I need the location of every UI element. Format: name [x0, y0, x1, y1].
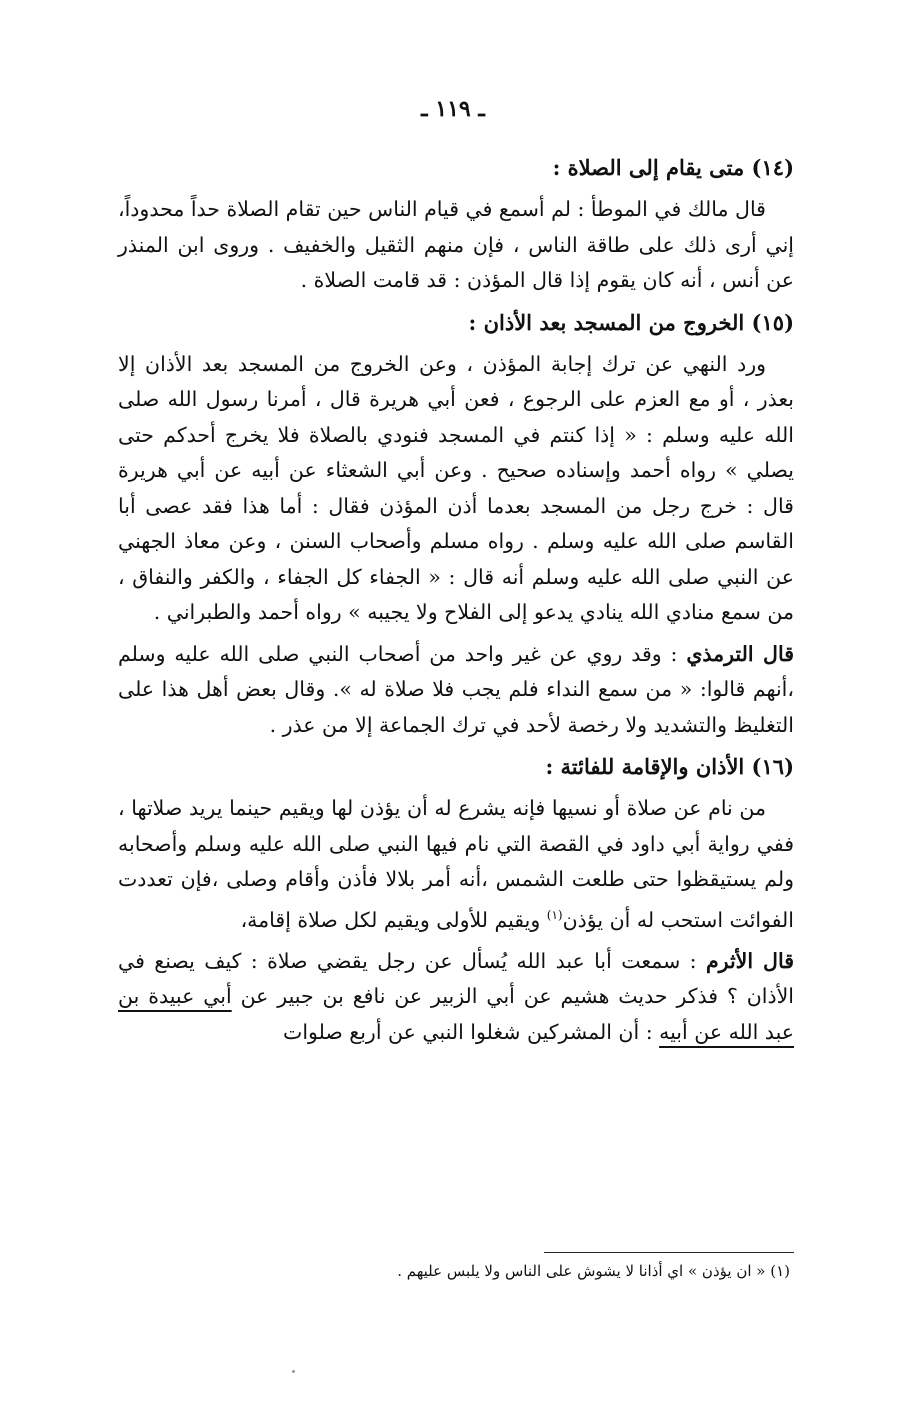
athram-tail: : أن المشركين شغلوا النبي عن أربع صلوات	[283, 1019, 660, 1044]
section-16-paragraph-2	[118, 944, 794, 1051]
tirmidhi-lead: قال الترمذي	[686, 641, 794, 666]
footnote-divider	[544, 1252, 794, 1253]
section-14-title: (١٤) متى يقام إلى الصلاة :	[552, 155, 794, 180]
page-number: ـ ١١٩ ـ	[421, 96, 485, 122]
section-16-text-end: ويقيم للأولى ويقيم لكل صلاة إقامة،	[240, 907, 547, 932]
footnote: (١) « ان يؤذن » اي أذانا لا يشوش على الناس ولا يلبس عليهم .	[397, 1262, 790, 1280]
section-14-paragraph: قال مالك في الموطأ : لم أسمع في قيام الناس حين تقام الصلاة حداً محدوداً، إني أرى ذلك على طاقة الناس ، فإن منهم الثقيل والخفيف . وروى ابن المنذر عن أنس ، أنه كان يقوم إذا قال المؤذن : قد قامت الصلاة .	[117, 197, 794, 292]
section-16-text: من نام عن صلاة أو نسيها فإنه يشرع له أن يؤذن لها ويقيم حينما يريد صلاتها ، ففي رواية أبي داود في القصة التي نام فيها النبي صلى الله عليه وسلم وأصحابه ولم يستيقظوا حتى طلعت الشمس ،أنه أمر بلالا فأذن وأقام وصلى ،فإن تعددت الفوائت استحب له أن يؤذن	[118, 796, 794, 932]
underlined-isnad: أبي عبيدة بن عبد الله عن أبيه	[118, 984, 794, 1044]
section-15-paragraph-1: ورد النهي عن ترك إجابة المؤذن ، وعن الخروج من المسجد بعد الأذان إلا بعذر ، أو مع العزم على الرجوع ، فعن أبي هريرة قال ، أمرنا رسول الله صلى الله عليه وسلم : « إذا كنتم في المسجد فنودي بالصلاة فلا يخرج أحدكم حتى يصلي » رواه أحمد وإسناده صحيح . وعن أبي الشعثاء عن أبيه عن أبي هريرة قال : خرج رجل من المسجد بعدما أذن المؤذن فقال : أما هذا فقد عصى أبا القاسم صلى الله عليه وسلم . رواه مسلم وأصحاب السنن ، وعن معاذ الجهني عن النبي صلى الله عليه وسلم أنه قال : « الجفاء كل الجفاء ، والكفر والنفاق ، من سمع منادي الله ينادي يدعو إلى الفلاح ولا يجيبه » رواه أحمد والطبراني .	[118, 351, 794, 624]
footnote-ref: (١)	[546, 907, 563, 922]
section-16-title: (١٦) الأذان والإقامة للفائتة :	[545, 754, 794, 779]
page-body	[118, 150, 794, 1056]
section-16-paragraph-1	[118, 791, 794, 938]
scan-speck	[292, 1370, 295, 1373]
section-15-paragraph-2	[118, 637, 794, 744]
section-15-title: (١٥) الخروج من المسجد بعد الأذان :	[468, 309, 794, 335]
athram-text: : سمعت أبا عبد الله يُسأل عن رجل يقضي صلاة : كيف يصنع في الأذان ؟ فذكر حديث هشيم عن أبي الزبير عن نافع بن جبير عن	[118, 948, 795, 1009]
tirmidhi-text: : وقد روي عن غير واحد من أصحاب النبي صلى الله عليه وسلم ،أنهم قالوا: « من سمع النداء فلم يجب فلا صلاة له ». وقال بعض أهل هذا على التغليظ والتشديد ولا رخصة لأحد في ترك الجماعة إلا من عذر .	[118, 641, 794, 737]
athram-lead: قال الأثرم	[705, 948, 794, 973]
